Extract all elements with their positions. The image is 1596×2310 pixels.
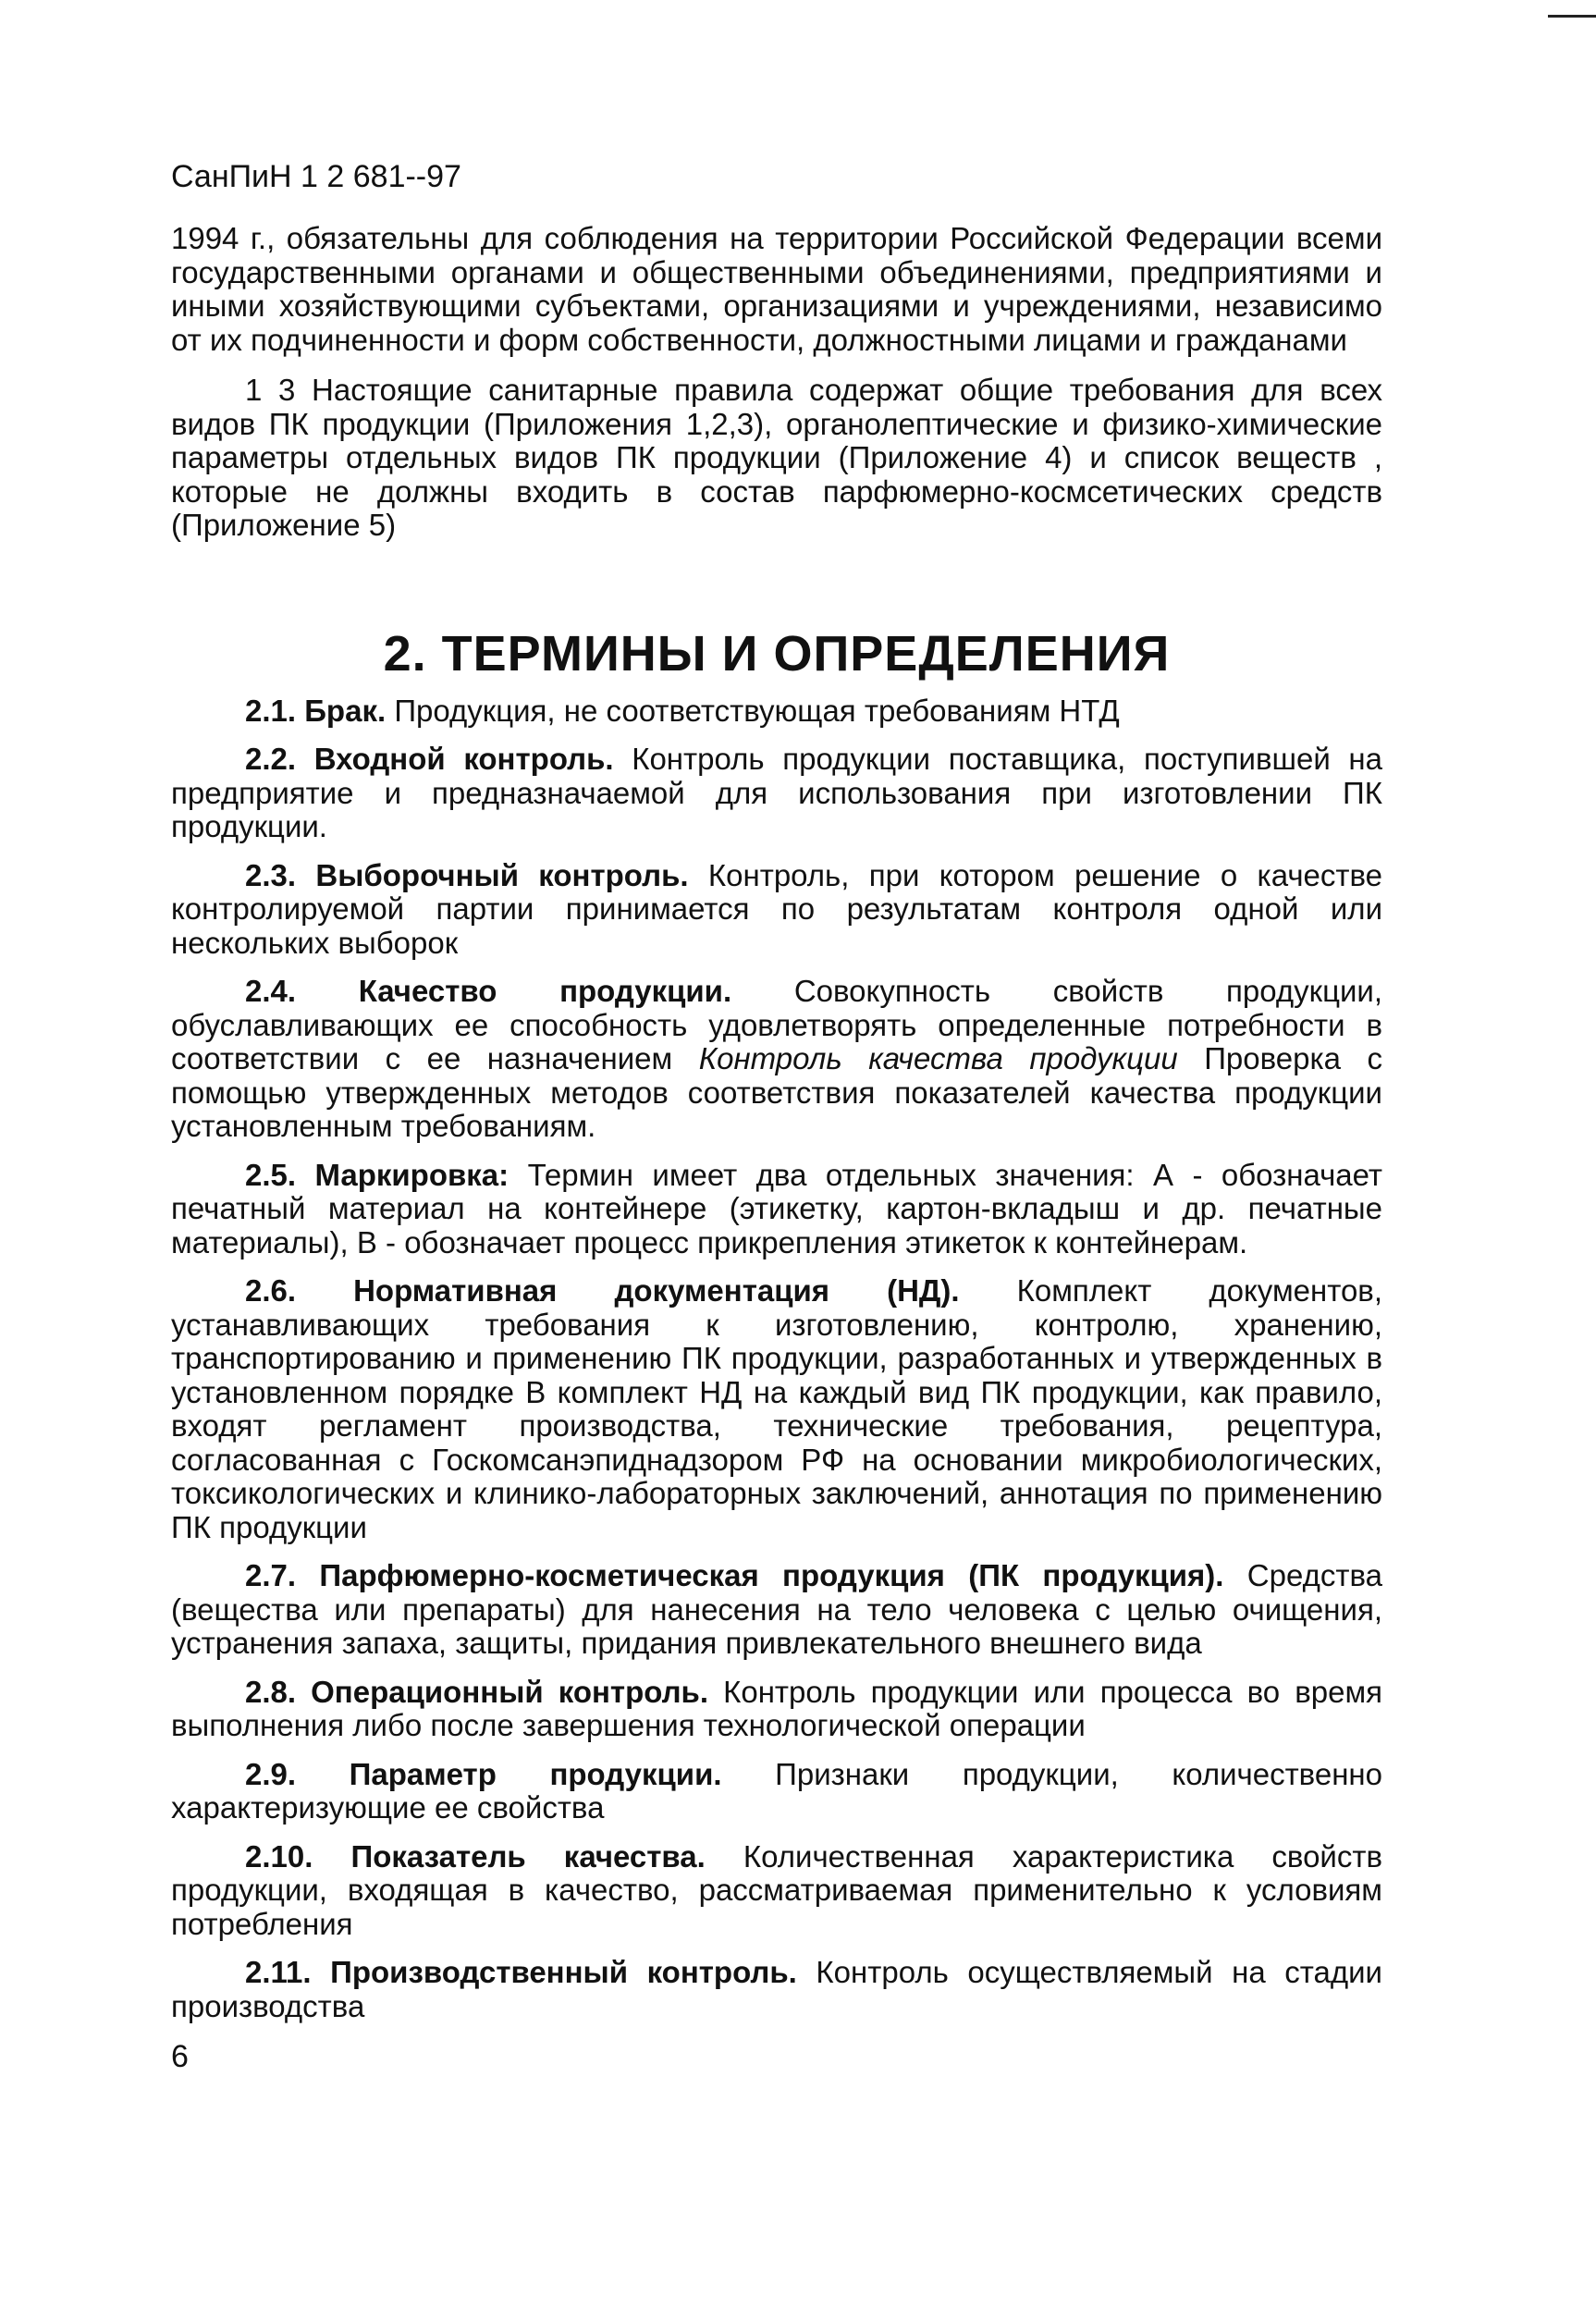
term-2-4 xyxy=(171,975,1382,1144)
term-2-11 xyxy=(171,1956,1382,2023)
term-label: 2.2. Входной контроль. xyxy=(245,742,614,776)
term-2-5 xyxy=(171,1159,1382,1260)
term-2-9 xyxy=(171,1758,1382,1825)
term-definition-continued: Проверка с помощью утвержденных методов соответствия показателей качества продукции установленным требованиям. xyxy=(171,1041,1382,1143)
term-2-8 xyxy=(171,1676,1382,1743)
term-definition: Количественная характеристика свойств продукции, входящая в качество, рассматриваемая применительно к условиям потребления xyxy=(171,1838,1382,1941)
term-definition: Контроль осуществляемый на стадии производства xyxy=(171,1955,1382,2023)
term-label: 2.4. Качество продукции. xyxy=(245,974,732,1008)
term-2-10 xyxy=(171,1840,1382,1942)
term-label: 2.6. Нормативная документация (НД). xyxy=(245,1273,960,1308)
term-2-3 xyxy=(171,859,1382,961)
term-definition: Средства (вещества или препараты) для нанесения на тело человека с целью очищения, устранения запаха, защиты, придания привлекательного внешнего вида xyxy=(171,1558,1382,1660)
intro-paragraph-1: 1994 г., обязательны для соблюдения на территории Российской Федерации всеми государственными органами и общественными объединениями, предприятиями и иными хозяйствующими субъектами, организациями и учреждениями, независимо от их подчиненности и форм собственности, должностными лицами и гражданами xyxy=(171,221,1382,357)
term-subterm-italic: Контроль качества продукции xyxy=(698,1041,1178,1075)
term-definition: Термин имеет два отдельных значения: А - обозначает печатный материал на контейнере (этикетку, картон-вкладыш и др. печатные материалы), В - обозначает процесс прикрепления этикеток к контейнерам. xyxy=(171,1157,1383,1259)
term-definition: Контроль продукции поставщика, поступившей на предприятие и предназначаемой для использования при изготовлении ПК продукции. xyxy=(171,742,1382,843)
running-header: СанПиН 1 2 681--97 xyxy=(171,159,461,194)
term-definition: Совокупность свойств продукции, обуславливающих ее способность удовлетворять определенные потребности в соответствии с ее назначением xyxy=(171,974,1383,1075)
term-label: 2.5. Маркировка: xyxy=(245,1157,509,1192)
section-title: 2. ТЕРМИНЫ И ОПРЕДЕЛЕНИЯ xyxy=(383,625,1171,682)
term-label: 2.7. Парфюмерно-косметическая продукция (ПК продукция). xyxy=(245,1558,1224,1592)
term-label: 2.8. Операционный контроль. xyxy=(245,1674,709,1709)
term-definition: Комплект документов, устанавливающих требования к изготовлению, контролю, хранению, транспортированию и применению ПК продукции, разработанных и утвержденных в установленном порядке В комплект НД на каждый вид ПК продукции, как правило, входят регламент производства, технические требования, рецептура, согласованная с Госкомсанэпиднадзором РФ на основании микробиологических, токсикологических и клинико-лабораторных заключений, аннотация по применению ПК продукции xyxy=(171,1273,1382,1544)
term-2-6 xyxy=(171,1274,1382,1544)
term-label: 2.10. Показатель качества. xyxy=(245,1838,706,1874)
intro-paragraph-2: 1 3 Настоящие санитарные правила содержат общие требования для всех видов ПК продукции (Приложения 1,2,3), органолептические и физико-химические параметры отдельных видов ПК продукции (Приложение 4) и список веществ , которые не должны входить в состав парфюмерно-космсетических средств (Приложение 5) xyxy=(171,373,1382,542)
term-definition: Контроль продукции или процесса во время выполнения либо после завершения технологической операции xyxy=(171,1674,1383,1742)
term-2-2 xyxy=(171,743,1382,844)
page-number: 6 xyxy=(171,2039,189,2074)
corner-scan-mark xyxy=(1548,15,1596,18)
document-page xyxy=(171,157,1382,2075)
term-2-7 xyxy=(171,1559,1382,1661)
term-definition: Контроль, при котором решение о качестве контролируемой партии принимается по результатам контроля одной или нескольких выборок xyxy=(171,857,1383,960)
term-label: 2.9. Параметр продукции. xyxy=(245,1756,722,1791)
term-label: 2.3. Выборочный контроль. xyxy=(245,857,689,892)
term-label: 2.11. Производственный контроль. xyxy=(245,1955,797,1989)
term-definition: Признаки продукции, количественно характеризующие ее свойства xyxy=(171,1756,1382,1825)
term-label: 2.1. Брак. xyxy=(245,693,387,728)
term-2-1 xyxy=(171,694,1382,729)
term-definition: Продукция, не соответствующая требованиям НТД xyxy=(394,693,1120,728)
